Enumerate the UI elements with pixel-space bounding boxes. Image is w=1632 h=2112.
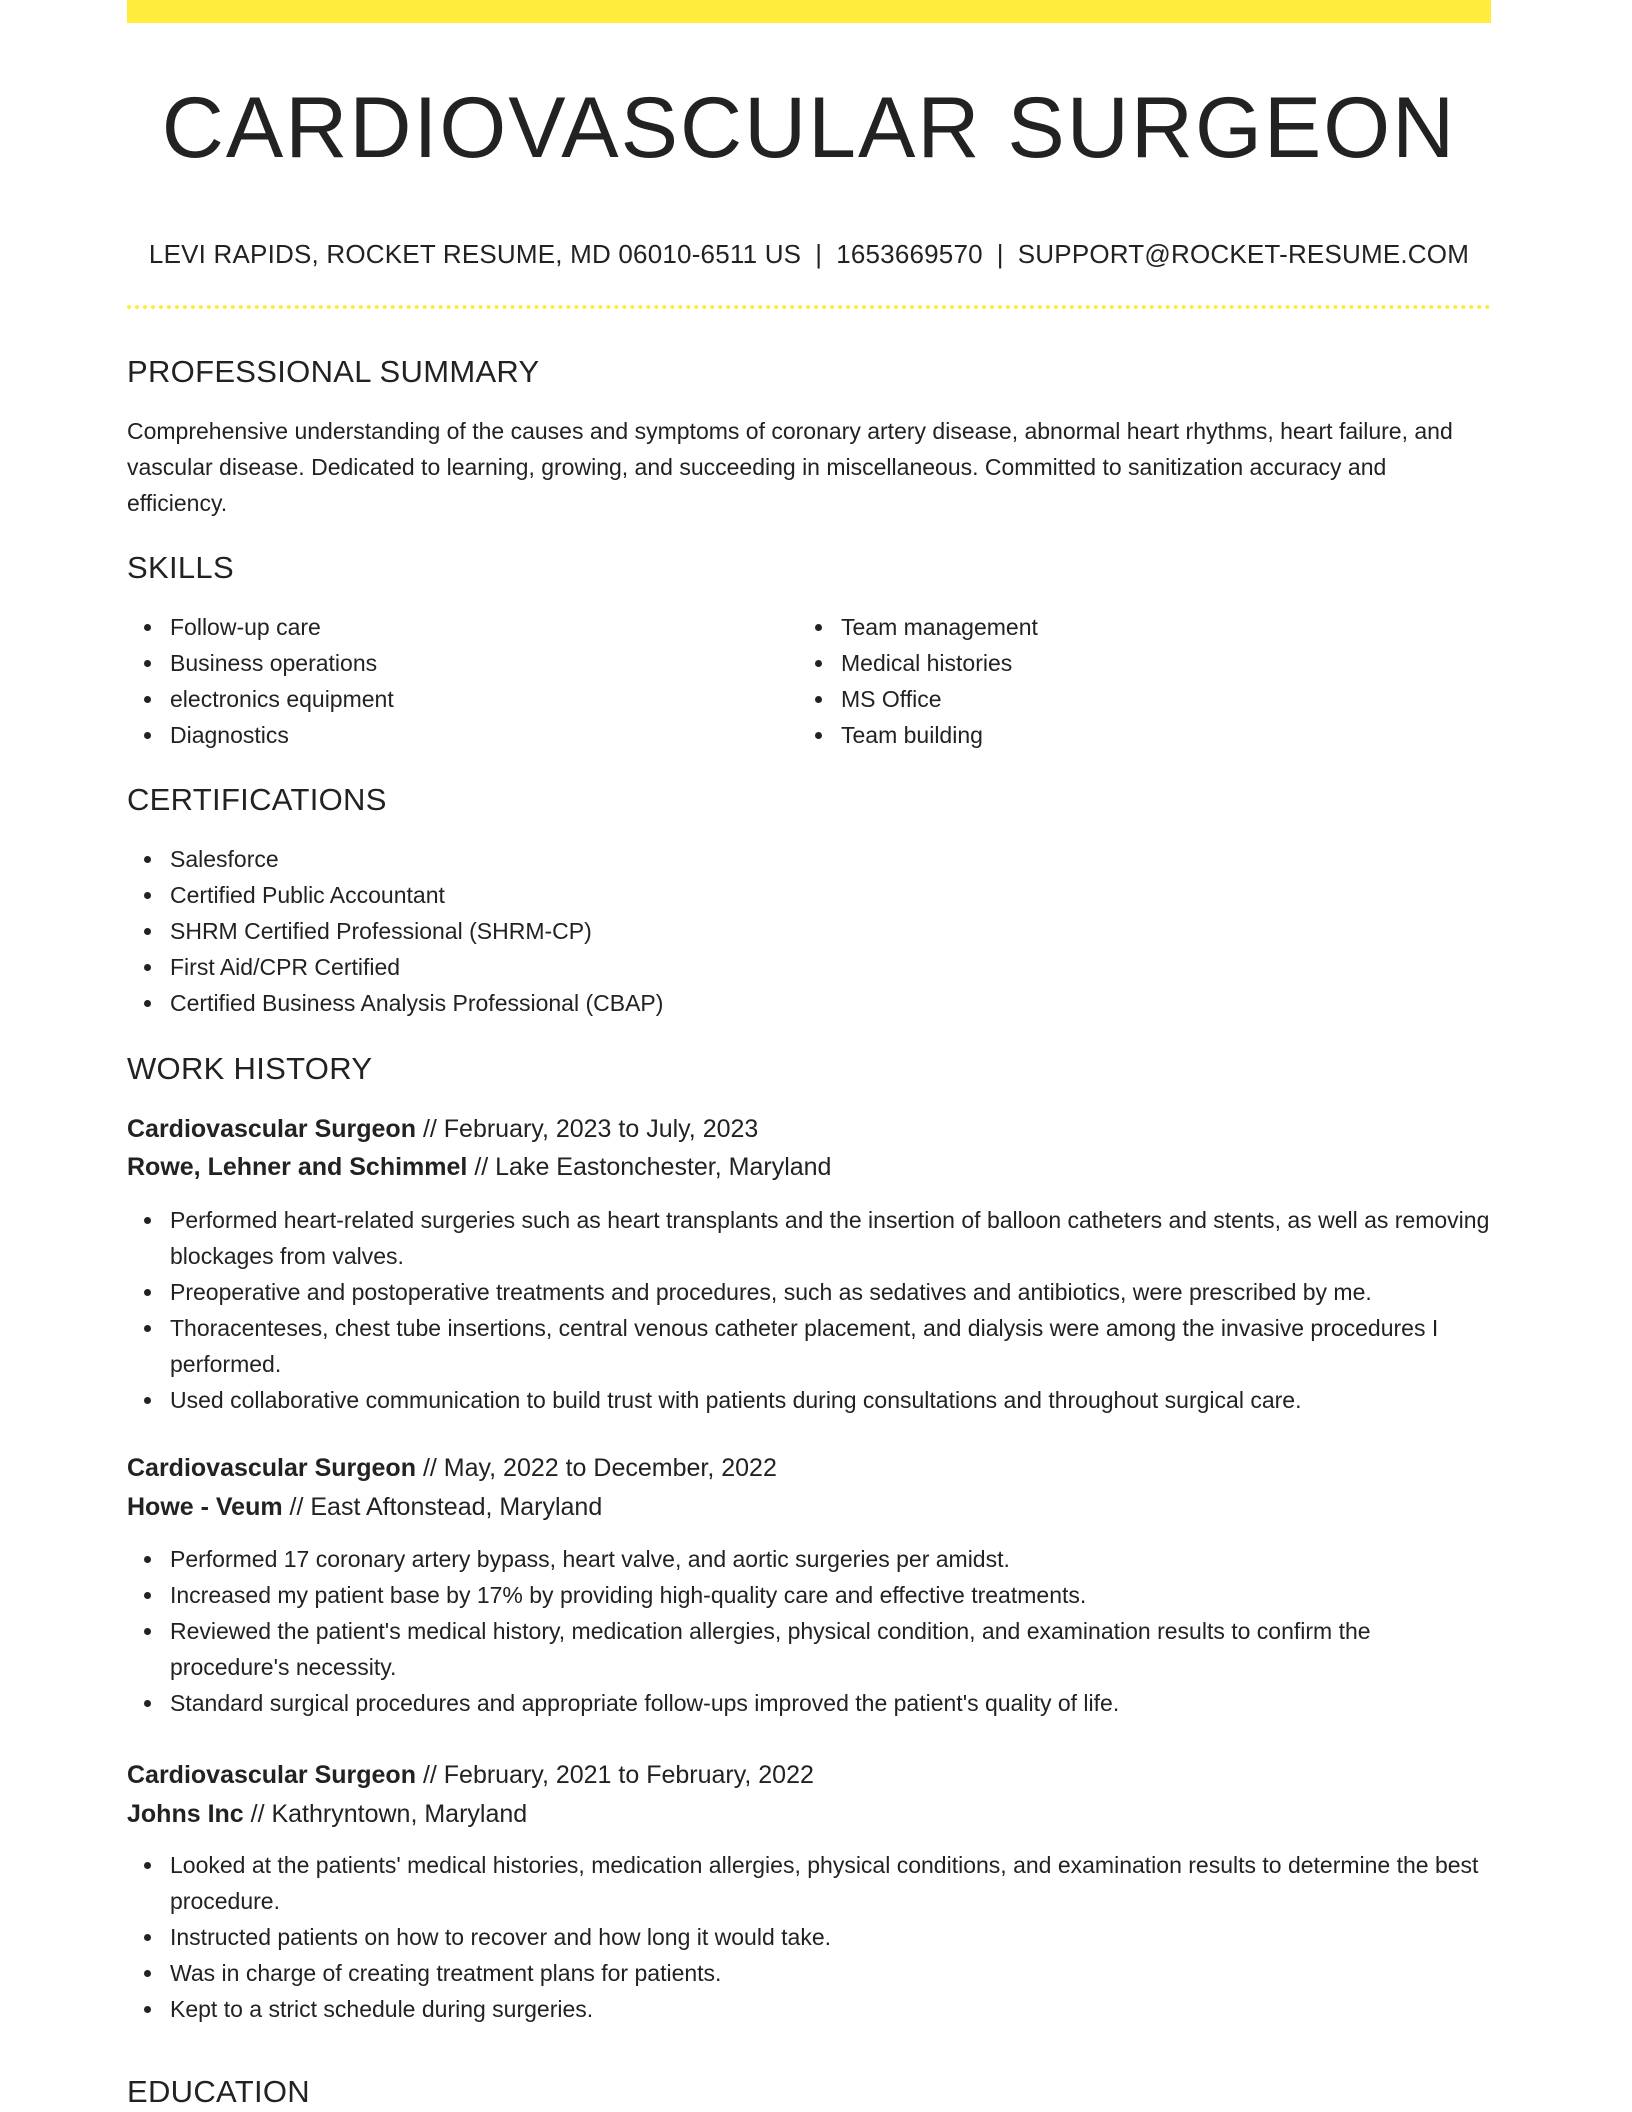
job-duties-list [127,1847,1491,2027]
job-duty: Preoperative and postoperative treatments and procedures, such as sedatives and antibiotics, were prescribed by me. [127,1274,1491,1310]
job-location: // Kathryntown, Maryland [250,1800,528,1828]
job-duty: Kept to a strict schedule during surgeries. [127,1991,1491,2027]
summary-heading: PROFESSIONAL SUMMARY [127,354,540,389]
job-title-line [127,1451,777,1485]
job-duty: Standard surgical procedures and appropriate follow-ups improved the patient's quality of life. [127,1685,1491,1721]
job-duty: Looked at the patients' medical histories, medication allergies, physical conditions, and examination results to determine the best procedure. [127,1847,1491,1919]
contact-email[interactable]: SUPPORT@ROCKET-RESUME.COM [1017,239,1470,269]
work-history-heading: WORK HISTORY [127,1051,373,1086]
skill-item: Follow-up care [127,609,807,645]
skills-right-column [798,609,1478,753]
job-company-line [127,1150,831,1184]
certification-item: Salesforce [127,841,1491,877]
skill-item: Business operations [127,645,807,681]
certifications-list [127,841,1491,1021]
skill-item: electronics equipment [127,681,807,717]
job-company: Rowe, Lehner and Schimmel [127,1153,468,1181]
job-dates: // February, 2023 to July, 2023 [422,1115,759,1143]
skills-left-column [127,609,807,753]
contact-separator: | [996,239,1004,269]
certification-item: Certified Public Accountant [127,877,1491,913]
contact-phone[interactable]: 1653669570 [836,239,983,269]
skills-heading: SKILLS [127,550,234,585]
job-duty: Performed heart-related surgeries such as heart transplants and the insertion of balloon catheters and stents, as well as removing blockages from valves. [127,1202,1491,1274]
job-duties-list [127,1541,1491,1721]
certification-item: Certified Business Analysis Professional (CBAP) [127,985,1491,1021]
job-company: Howe - Veum [127,1493,283,1521]
job-duty: Thoracenteses, chest tube insertions, central venous catheter placement, and dialysis were among the invasive procedures I performed. [127,1310,1491,1382]
job-company: Johns Inc [127,1800,244,1828]
job-title-line [127,1112,758,1146]
certification-item: First Aid/CPR Certified [127,949,1491,985]
education-heading: EDUCATION [127,2074,310,2109]
contact-line [127,238,1491,270]
job-duty: Reviewed the patient's medical history, medication allergies, physical condition, and examination results to confirm the procedure's necessity. [127,1613,1491,1685]
job-duty: Was in charge of creating treatment plans for patients. [127,1955,1491,1991]
job-company-line [127,1490,602,1524]
header-divider [127,305,1491,309]
job-title-line [127,1758,814,1792]
job-company-line [127,1797,527,1831]
contact-address: LEVI RAPIDS, ROCKET RESUME, MD 06010-6511 US [148,239,802,269]
contact-separator: | [815,239,823,269]
job-dates: // May, 2022 to December, 2022 [422,1454,777,1482]
top-accent-bar [127,0,1491,23]
job-duty: Used collaborative communication to build trust with patients during consultations and throughout surgical care. [127,1382,1491,1418]
job-title: Cardiovascular Surgeon [127,1454,416,1482]
job-duty: Increased my patient base by 17% by providing high-quality care and effective treatments. [127,1577,1491,1613]
summary-text: Comprehensive understanding of the causes and symptoms of coronary artery disease, abnormal heart rhythms, heart failure, and vascular disease. Dedicated to learning, growing, and succeeding in miscellaneous. Committed to sanitization accuracy and efficiency. [127,418,1453,516]
job-title: Cardiovascular Surgeon [127,1761,416,1789]
skill-item: Team building [798,717,1478,753]
job-duties-list [127,1202,1491,1418]
certifications-heading: CERTIFICATIONS [127,782,387,817]
job-dates: // February, 2021 to February, 2022 [422,1761,814,1789]
skill-item: Team management [798,609,1478,645]
job-duty: Performed 17 coronary artery bypass, heart valve, and aortic surgeries per amidst. [127,1541,1491,1577]
certification-item: SHRM Certified Professional (SHRM-CP) [127,913,1491,949]
job-location: // Lake Eastonchester, Maryland [474,1153,832,1181]
skill-item: Medical histories [798,645,1478,681]
job-duty: Instructed patients on how to recover and how long it would take. [127,1919,1491,1955]
skill-item: Diagnostics [127,717,807,753]
resume-title: CARDIOVASCULAR SURGEON [161,80,1457,176]
skill-item: MS Office [798,681,1478,717]
job-location: // East Aftonstead, Maryland [289,1493,603,1521]
job-title: Cardiovascular Surgeon [127,1115,416,1143]
